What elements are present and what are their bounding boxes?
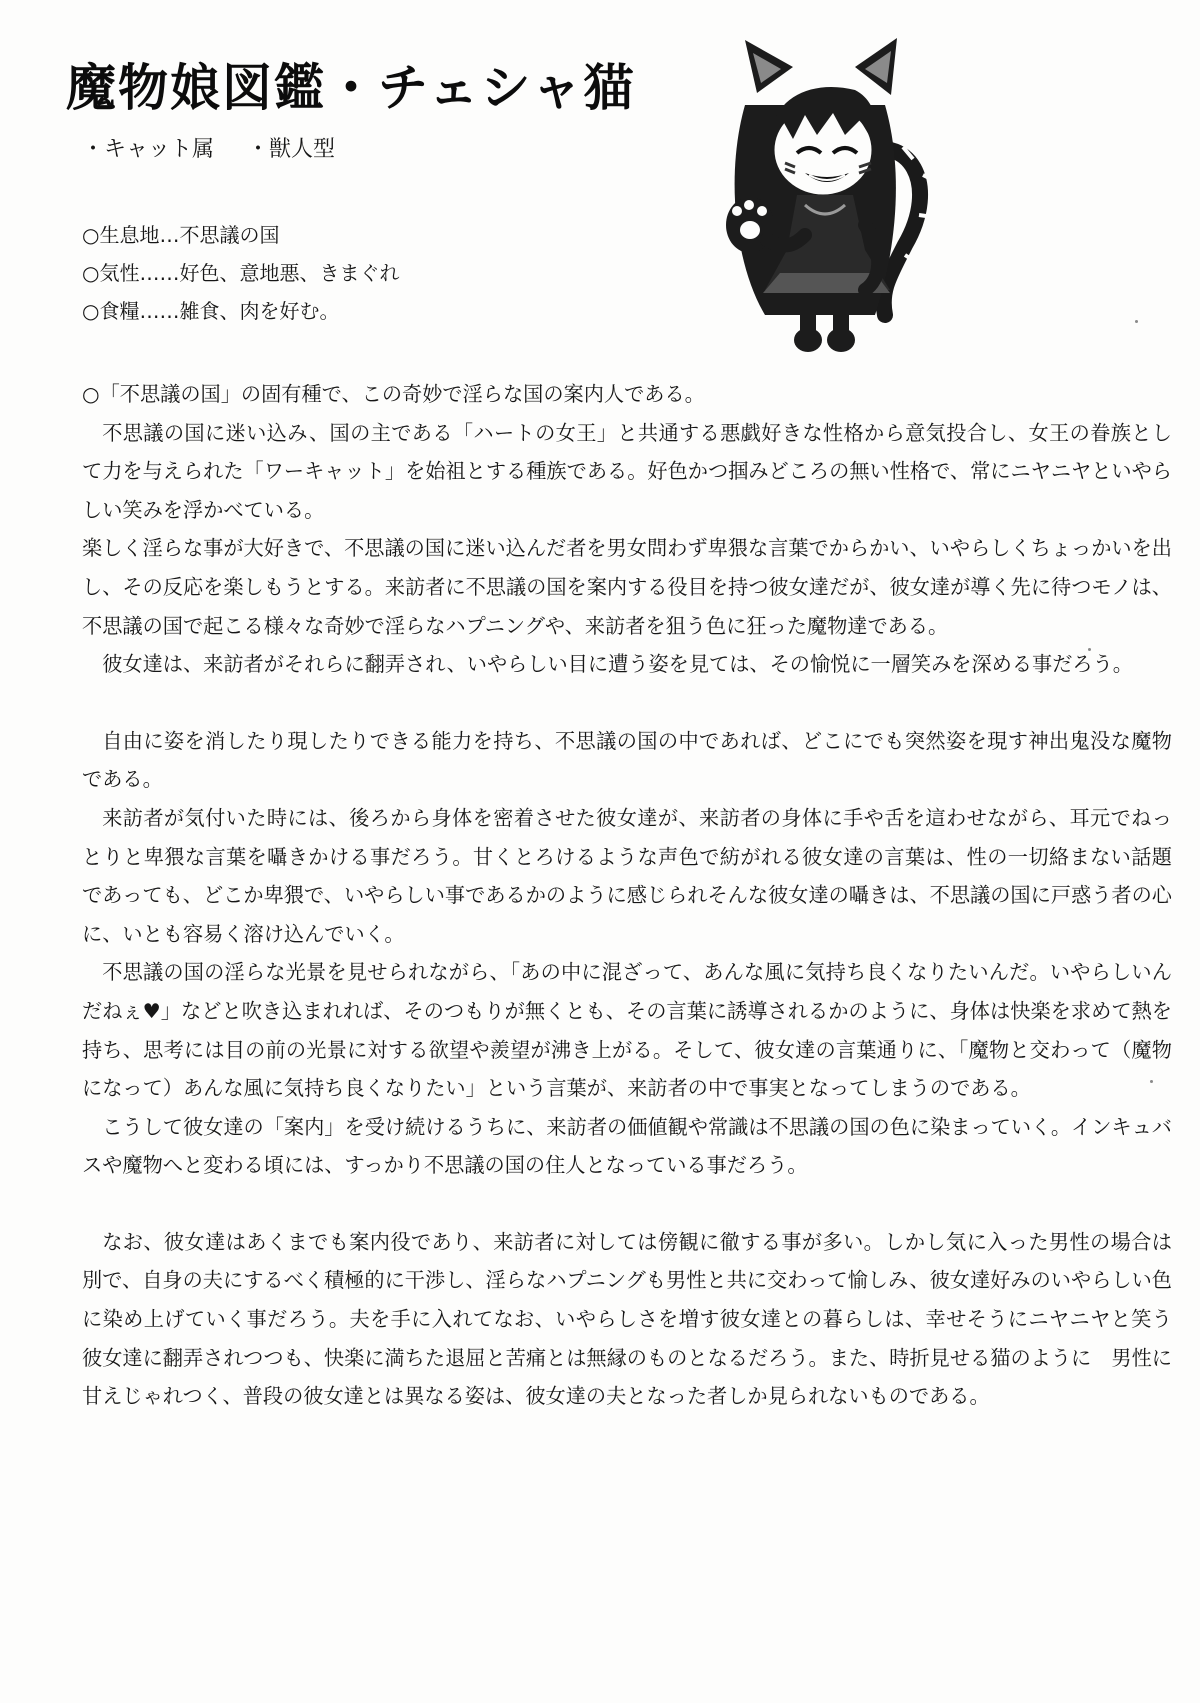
trait-list (82, 216, 399, 330)
paragraph-ability: 自由に姿を消したり現したりできる能力を持ち、不思議の国の中であれば、どこにでも突然姿を現す神出鬼没な魔物である。 (82, 728, 1172, 792)
trait-temperament: ○気性……好色、意地悪、きまぐれ (82, 261, 400, 285)
page-title: 魔物娘図鑑・チェシャ猫 (66, 59, 636, 117)
paragraph-behavior: 楽しく淫らな事が大好きで、不思議の国に迷い込んだ者を男女問わず卑猥な言葉でからかい、いやらしくちょっかいを出し、その反応を楽しもうとする。来訪者に不思議の国を案内する役目を持つ彼女達だが、彼女達が導く先に待つモノは、不思議の国で起こる様々な奇妙で淫らなハプニングや、来訪者を狙う色に狂った魔物達である。 (82, 536, 1172, 638)
trait-habitat: ○生息地…不思議の国 (82, 223, 280, 247)
description-body (82, 375, 1172, 1416)
paragraph-whisper: 来訪者が気付いた時には、後ろから身体を密着させた彼女達が、来訪者の身体に手や舌を這わせながら、耳元でねっとりと卑猥な言葉を囁きかける事だろう。甘くとろけるような声色で紡がれる彼女達の言葉は、性の一切絡まない話題であっても、どこか卑猥で、いやらしい事であるかのように感じられそんな彼女達の囁きは、不思議の国に戸惑う者の心に、いとも容易く溶け込んでいく。 (82, 805, 1172, 946)
paragraph-temptation: 不思議の国の淫らな光景を見せられながら、「あの中に混ざって、あんな風に気持ち良くなりたいんだ。いやらしいんだねぇ♥」などと吹き込まれれば、そのつもりが無くとも、その言葉に誘導されるかのように、身体は快楽を求めて熱を持ち、思考には目の前の光景に対する欲望や羨望が沸き上がる。そして、彼女達の言葉通りに、「魔物と交わって（魔物になって）あんな風に気持ち良くなりたい」という言葉が、来訪者の中で事実となってしまうのである。 (82, 960, 1172, 1101)
paragraph-husband: なお、彼女達はあくまでも案内役であり、来訪者に対しては傍観に徹する事が多い。しかし気に入った男性の場合は別で、自身の夫にするべく積極的に干渉し、淫らなハプニングも男性と共に交わって愉しみ、彼女達好みのいやらしい色に染め上げていく事だろう。夫を手に入れてなお、いやらしさを増す彼女達との暮らしは、幸せそうにニヤニヤと笑う彼女達に翻弄されつつも、快楽に満ちた退屈と苦痛とは無縁のものとなるだろう。また、時折見せる猫のように 男性に甘えじゃれつく、普段の彼女達とは異なる姿は、彼女達の夫となった者しか見られないものである。 (82, 1229, 1172, 1409)
tag-beast-type: ・獣人型 (247, 137, 336, 162)
paragraph-origin: 不思議の国に迷い込み、国の主である「ハートの女王」と共通する悪戯好きな性格から意気投合し、女王の眷族として力を与えられた「ワーキャット」を始祖とする種族である。好色かつ掴みどころの無い性格で、常にニヤニヤといやらしい笑みを浮かべている。 (82, 420, 1172, 522)
paper-speck (1135, 320, 1138, 323)
paper-speck (1088, 648, 1091, 651)
cheshire-cat-illustration (705, 35, 945, 365)
trait-diet: ○食糧……雑食、肉を好む。 (82, 299, 340, 323)
paragraph-intro: ○「不思議の国」の固有種で、この奇妙で淫らな国の案内人である。 (82, 382, 705, 406)
paper-speck (1150, 1080, 1153, 1083)
tag-cat-family: ・キャット属 (82, 137, 215, 162)
paragraph-transformation: こうして彼女達の「案内」を受け続けるうちに、来訪者の価値観や常識は不思議の国の色に染まっていく。インキュバスや魔物へと変わる頃には、すっかり不思議の国の住人となっている事だろう。 (82, 1114, 1172, 1178)
paragraph-delight: 彼女達は、来訪者がそれらに翻弄され、いやらしい目に遭う姿を見ては、その愉悦に一層笑みを深める事だろう。 (102, 652, 1133, 677)
classification-tags (82, 132, 361, 163)
